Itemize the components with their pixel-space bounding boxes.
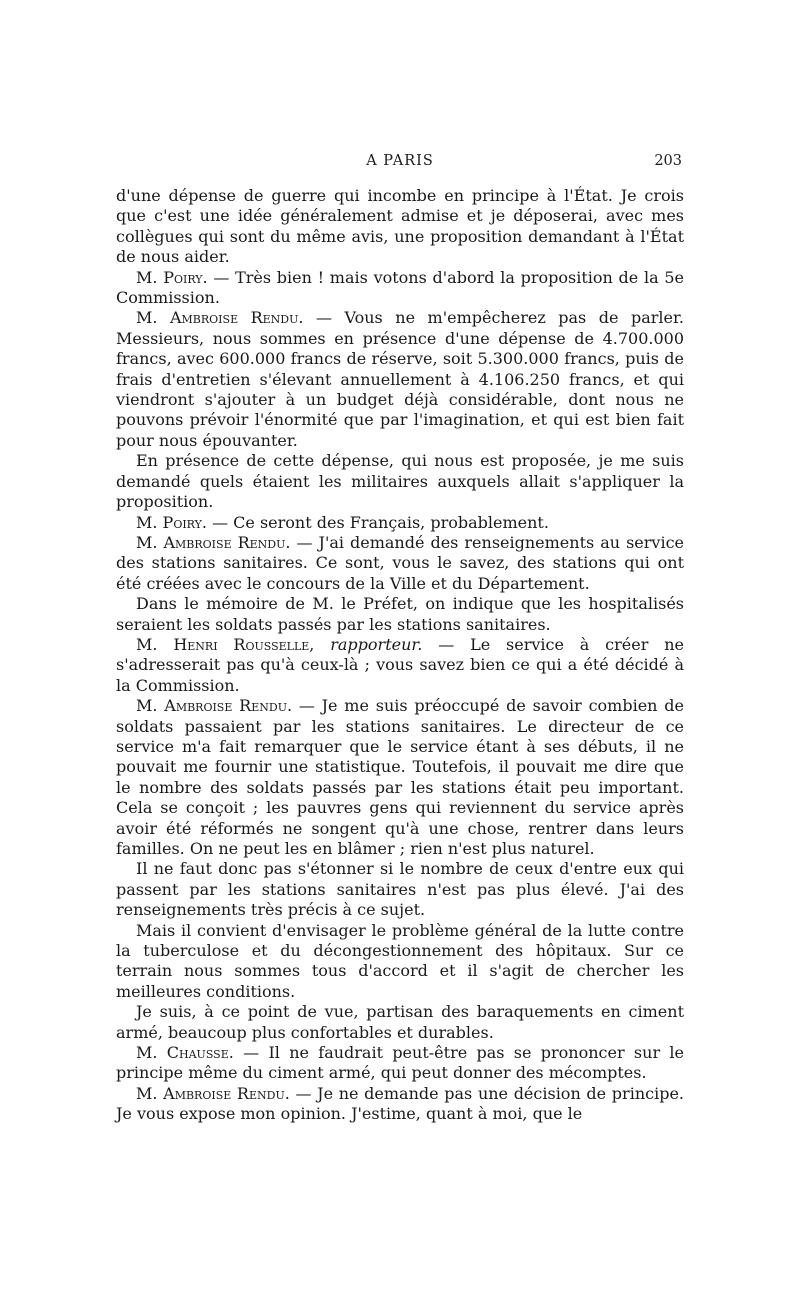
- paragraph-4: [116, 451, 684, 512]
- speaker-name: M. Henri Rousselle,: [136, 634, 315, 654]
- paragraph-9: [116, 696, 684, 859]
- paragraph-text: Je suis, à ce point de vue, partisan des baraquements en ciment armé, beaucoup plus confortables et durables.: [116, 1002, 684, 1042]
- paragraph-text: En présence de cette dépense, qui nous est proposée, je me suis demandé quels étaient les militaires auxquels allait s'appliquer la proposition.: [116, 451, 684, 512]
- speaker-name: M. Poiry.: [136, 267, 208, 287]
- speaker-name: M. Ambroise Rendu.: [136, 532, 291, 552]
- paragraph-1: [116, 186, 684, 268]
- speaker-name: M. Ambroise Rendu.: [136, 696, 293, 716]
- paragraph-8: [116, 635, 684, 696]
- paragraph-12: [116, 1002, 684, 1043]
- speaker-name: M. Chausse.: [136, 1043, 234, 1063]
- paragraph-text: — Je me suis préoccupé de savoir combien de soldats passaient par les stations sanitaires. Le directeur de ce service m'a fait remarquer que le service étant à ses débuts, il ne pouvait me fournir une statistique. Toutefois, il pouvait me dire que le nombre des soldats passés par les stations était peu important. Cela se conçoit ; les pauvres gens qui reviennent du service après avoir été réformés ne songent qu'à une chose, rentrer dans leurs familles. On ne peut les en blâmer ; rien n'est plus naturel.: [116, 696, 684, 858]
- paragraph-5: [116, 513, 684, 533]
- paragraph-text: — J'ai demandé des renseignements au service des stations sanitaires. Ce sont, vous le savez, des stations qui ont été créées avec le concours de la Ville et du Département.: [116, 532, 684, 593]
- paragraph-10: [116, 859, 684, 920]
- speaker-name: M. Ambroise Rendu.: [136, 308, 304, 328]
- running-title: A PARIS: [366, 153, 434, 169]
- speaker-role: rapporteur.: [330, 634, 423, 654]
- paragraph-3: [116, 308, 684, 451]
- paragraph-text: — Je ne demande pas une décision de principe. Je vous expose mon opinion. J'estime, quant à moi, que le: [116, 1083, 684, 1124]
- paragraph-2: [116, 268, 684, 309]
- speaker-name: M. Poiry.: [136, 512, 207, 532]
- speaker-name: M. Ambroise Rendu.: [136, 1083, 290, 1103]
- paragraph-text: — Le service à créer ne s'adresserait pas qu'à ceux-là ; vous savez bien ce qui a été décidé à la Commission.: [116, 634, 684, 695]
- page-number: 203: [654, 153, 682, 169]
- paragraph-11: [116, 921, 684, 1003]
- paragraph-text: — Il ne faudrait peut-être pas se prononcer sur le principe même du ciment armé, qui peut donner des mécomptes.: [116, 1043, 684, 1083]
- document-page: [116, 150, 684, 1125]
- paragraph-text: Il ne faut donc pas s'étonner si le nombre de ceux d'entre eux qui passent par les stations sanitaires n'est pas plus élevé. J'ai des renseignements très précis à ce sujet.: [116, 859, 684, 920]
- running-header: [116, 150, 684, 176]
- paragraph-text: Mais il convient d'envisager le problème général de la lutte contre la tuberculose et du décongestionnement des hôpitaux. Sur ce terrain nous sommes tous d'accord et il s'agit de chercher les meilleures conditions.: [116, 920, 684, 1001]
- paragraph-13: [116, 1043, 684, 1084]
- paragraph-6: [116, 533, 684, 594]
- body-text: [116, 186, 684, 1125]
- paragraph-text: Dans le mémoire de M. le Préfet, on indique que les hospitalisés seraient les soldats passés par les stations sanitaires.: [116, 594, 684, 634]
- paragraph-text: — Ce seront des Français, probablement.: [206, 512, 549, 532]
- paragraph-text: — Très bien ! mais votons d'abord la proposition de la 5e Commission.: [116, 267, 684, 308]
- paragraph-7: [116, 594, 684, 635]
- paragraph-14: [116, 1084, 684, 1125]
- paragraph-text: d'une dépense de guerre qui incombe en principe à l'État. Je crois que c'est une idée généralement admise et je déposerai, avec mes collègues qui sont du même avis, une proposition demandant à l'État de nous aider.: [116, 186, 684, 267]
- paragraph-text: — Vous ne m'empêcherez pas de parler. Messieurs, nous sommes en présence d'une dépense de 4.700.000 francs, avec 600.000 francs de réserve, soit 5.300.000 francs, puis de frais d'entretien s'élevant annuellement à 4.106.250 francs, et qui viendront s'ajouter à un budget déjà considérable, dont nous ne pouvons prévoir l'énormité que par l'imagination, et qui est bien fait pour nous épouvanter.: [116, 308, 684, 450]
